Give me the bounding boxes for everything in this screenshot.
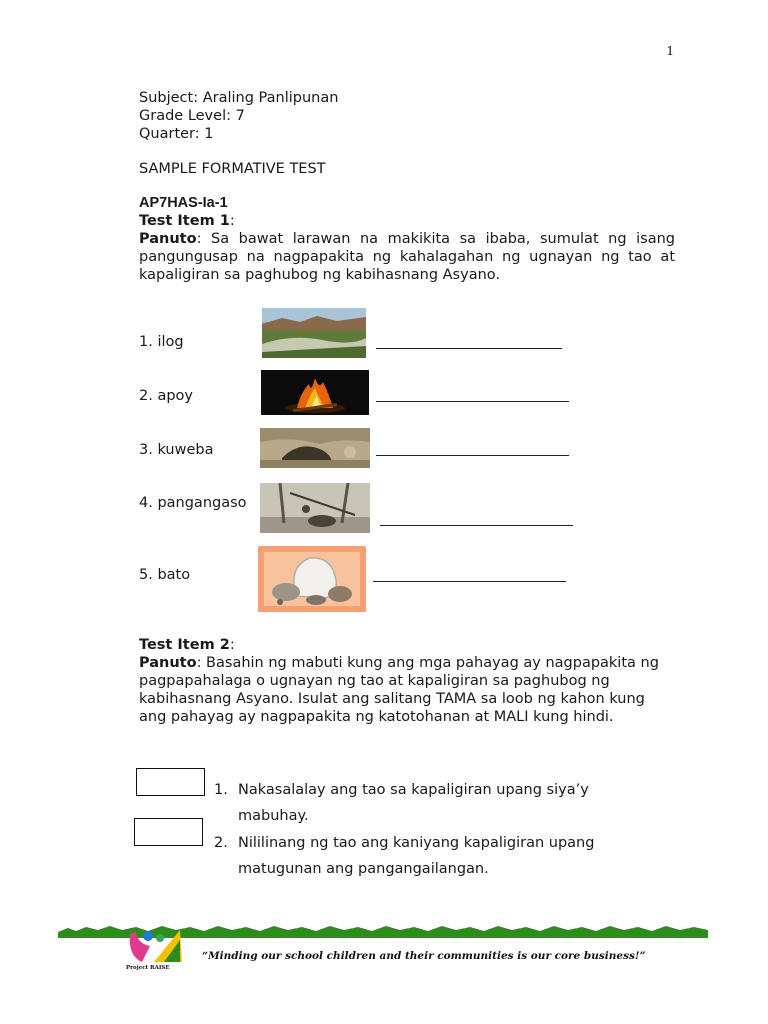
- statement-1-line-2: mabuhay.: [238, 808, 309, 824]
- stone-image: [258, 546, 366, 612]
- grade-level-line: Grade Level: 7: [139, 108, 245, 124]
- test-item-2-title: Test Item 2: [139, 637, 230, 653]
- panuto-text: : Sa bawat larawan na makikita sa ibaba, sumulat ng isang pangungusap na nagpapakita ng kahalagahan ng ugnayan ng tao at kapaligiran sa paghubog ng kabihasnang Asyano.: [139, 231, 675, 283]
- statement-1-line-1: Nakasalalay ang tao sa kapaligiran upang siya’y: [238, 782, 589, 798]
- project-raise-caption: Project RAISE: [126, 965, 170, 971]
- item-apoy-label: 2. apoy: [139, 388, 193, 404]
- test-title: SAMPLE FORMATIVE TEST: [139, 161, 326, 177]
- footer-slogan: “Minding our school children and their communities is our core business!”: [202, 950, 646, 962]
- cave-image: [260, 428, 370, 468]
- answer-line-5[interactable]: [373, 581, 566, 582]
- test-item-1-instructions: [139, 230, 675, 284]
- answer-line-2[interactable]: [376, 401, 569, 402]
- answer-box-1[interactable]: [136, 768, 205, 796]
- test-item-2-colon: :: [229, 637, 235, 653]
- statement-2-number: 2.: [214, 835, 228, 851]
- answer-box-2[interactable]: [134, 818, 203, 846]
- fire-image: [261, 370, 369, 415]
- page-number: 1: [666, 44, 674, 58]
- river-image: [262, 308, 366, 358]
- panuto-label: Panuto: [139, 231, 197, 247]
- subject-line: Subject: Araling Panlipunan: [139, 90, 339, 106]
- panuto-text-2: : Basahin ng mabuti kung ang mga pahayag ay nagpapakita ng pagpapahalaga o ugnayan ng tao at kapaligiran sa paghubog ng kabihasnang Asyano. Isulat ang salitang TAMA sa loob ng kahon kung ang pahayag ay nagpapakita ng katotohanan at MALI kung hindi.: [139, 655, 659, 725]
- statement-1-number: 1.: [214, 782, 228, 798]
- answer-line-4[interactable]: [380, 525, 573, 526]
- quarter-line: Quarter: 1: [139, 126, 214, 142]
- panuto-label-2: Panuto: [139, 655, 197, 671]
- item-bato-label: 5. bato: [139, 567, 191, 583]
- item-ilog-label: 1. ilog: [139, 334, 184, 350]
- answer-line-1[interactable]: [376, 348, 562, 349]
- test-item-2-instructions: [139, 654, 675, 726]
- item-pangangaso-label: 4. pangangaso: [139, 495, 247, 511]
- item-kuweba-label: 3. kuweba: [139, 442, 214, 458]
- test-item-1-colon: :: [229, 213, 235, 229]
- competency-code: AP7HAS-Ia-1: [139, 195, 228, 211]
- statement-2-line-2: matugunan ang pangangailangan.: [238, 861, 489, 877]
- hunting-image: [260, 483, 370, 533]
- answer-line-3[interactable]: [376, 455, 569, 456]
- test-item-2-heading: [139, 636, 235, 654]
- test-item-1-heading: [139, 212, 235, 230]
- statement-2-line-1: Nililinang ng tao ang kaniyang kapaligiran upang: [238, 835, 595, 851]
- test-item-1-title: Test Item 1: [139, 213, 230, 229]
